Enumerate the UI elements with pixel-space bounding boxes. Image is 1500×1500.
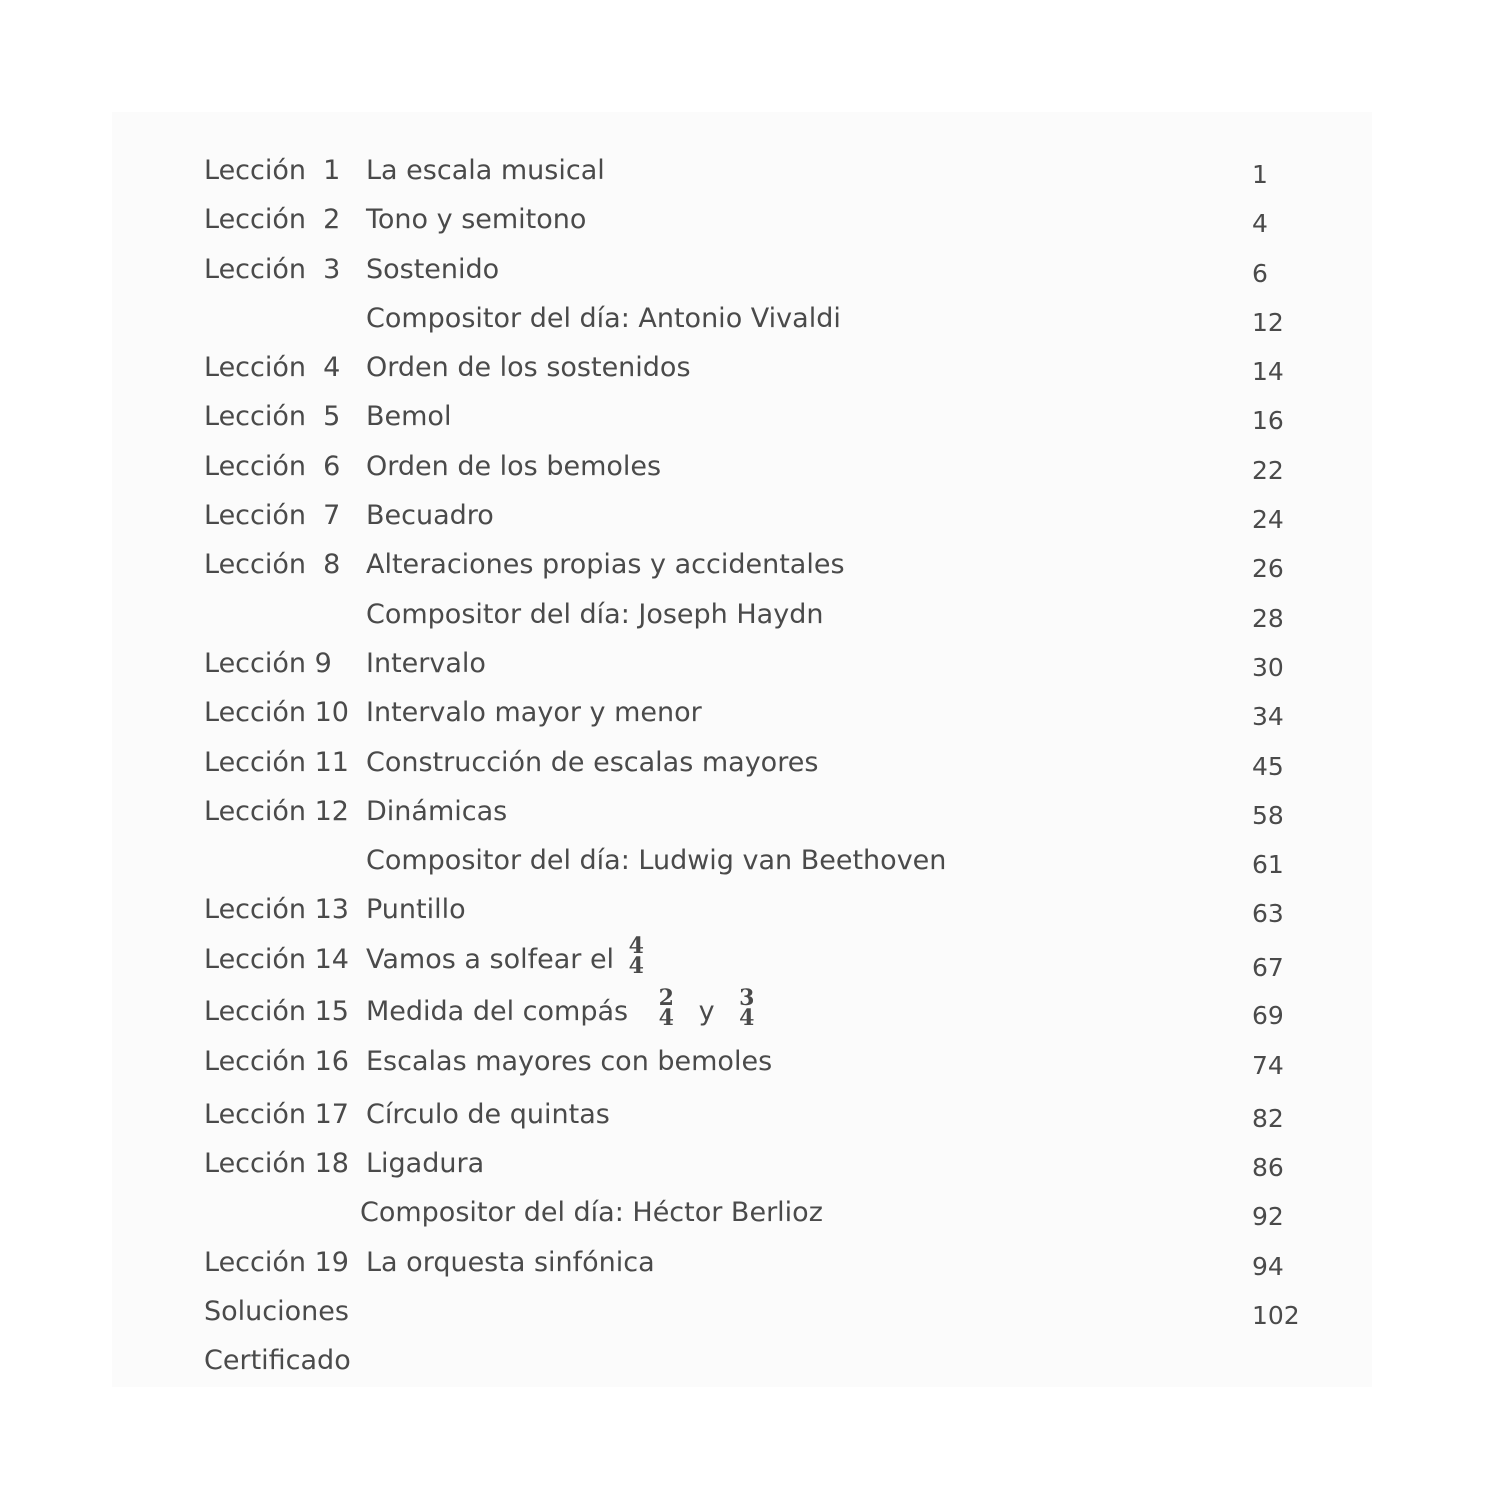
toc-row[interactable]: [204, 987, 1314, 1037]
page-number: 58: [1252, 800, 1284, 830]
lesson-title: Intervalo mayor y menor: [366, 697, 702, 729]
lesson-title: Intervalo: [366, 647, 486, 679]
toc-row[interactable]: [204, 688, 1314, 737]
toc-row[interactable]: [204, 540, 1314, 589]
time-signature-icon: [739, 985, 755, 1032]
toc-row[interactable]: [204, 935, 1314, 987]
time-signature-denominator: 4: [739, 1005, 755, 1032]
page-number: 92: [1252, 1202, 1284, 1232]
toc-row[interactable]: [204, 195, 1314, 244]
time-signature-denominator: 4: [658, 1005, 674, 1032]
toc-row[interactable]: [204, 1037, 1314, 1090]
lesson-title-container: [366, 987, 760, 1036]
lesson-number: Lección 13: [204, 894, 349, 926]
toc-row[interactable]: [204, 491, 1314, 540]
lesson-number: Lección 12: [204, 795, 349, 827]
lesson-title: La orquesta sinfónica: [366, 1246, 655, 1278]
page-number: 74: [1252, 1050, 1284, 1080]
toc-row[interactable]: [204, 738, 1314, 787]
page-number: 86: [1252, 1153, 1284, 1183]
time-signature-icon: [658, 985, 674, 1032]
toc-row-composer[interactable]: [204, 836, 1314, 885]
solutions-label: Soluciones: [204, 1295, 349, 1327]
toc-row[interactable]: [204, 146, 1314, 195]
page-number: 30: [1252, 652, 1284, 682]
toc-row[interactable]: [204, 1139, 1314, 1188]
toc-row-composer[interactable]: [204, 1188, 1314, 1237]
lesson-title: Círculo de quintas: [366, 1098, 610, 1130]
toc-row-composer[interactable]: [204, 294, 1314, 343]
lesson-title: Bemol: [366, 401, 452, 433]
page-number: 94: [1252, 1251, 1284, 1281]
toc-row[interactable]: [204, 1090, 1314, 1139]
lesson-number: Lección 7: [204, 500, 341, 532]
lesson-title: Puntillo: [366, 894, 466, 926]
lesson-number: Lección 6: [204, 450, 341, 482]
toc-row[interactable]: [204, 442, 1314, 491]
lesson-title: Sostenido: [366, 253, 500, 285]
page-number: 24: [1252, 505, 1284, 535]
toc-row[interactable]: [204, 343, 1314, 392]
toc-row[interactable]: [204, 1238, 1314, 1287]
toc-row-composer[interactable]: [204, 590, 1314, 639]
conjunction-text: y: [698, 995, 715, 1027]
time-signature-denominator: 4: [628, 953, 644, 980]
lesson-title: Orden de los bemoles: [366, 450, 662, 482]
page-number: 22: [1252, 455, 1284, 485]
time-signature-numerator: 4: [628, 933, 644, 960]
lesson-number: Lección 10: [204, 697, 349, 729]
time-signature-numerator: 3: [739, 985, 755, 1012]
page-number: 69: [1252, 1000, 1284, 1030]
toc-row[interactable]: [204, 392, 1314, 441]
page-number: 4: [1252, 209, 1268, 239]
lesson-number: Lección 18: [204, 1148, 349, 1180]
toc-row-solutions[interactable]: [204, 1287, 1314, 1336]
time-signature-numerator: 2: [658, 985, 674, 1012]
composer-title: Compositor del día: Héctor Berlioz: [360, 1197, 823, 1229]
lesson-number: Lección 17: [204, 1098, 349, 1130]
page-number: 14: [1252, 357, 1284, 387]
lesson-title: Alteraciones propias y accidentales: [366, 549, 845, 581]
lesson-number: Lección 5: [204, 401, 341, 433]
lesson-title: Tono y semitono: [366, 204, 587, 236]
lesson-number: Lección 15: [204, 995, 349, 1027]
toc-row[interactable]: [204, 639, 1314, 688]
toc-row[interactable]: [204, 885, 1314, 934]
lesson-title: Escalas mayores con bemoles: [366, 1045, 773, 1077]
lesson-number: Lección 19: [204, 1246, 349, 1278]
lesson-title-container: [366, 935, 650, 984]
lesson-number: Lección 3: [204, 253, 341, 285]
lesson-number: Lección 2: [204, 204, 341, 236]
page-number: 45: [1252, 751, 1284, 781]
page-number: 102: [1252, 1300, 1300, 1330]
composer-title: Compositor del día: Antonio Vivaldi: [366, 302, 841, 334]
toc-row[interactable]: [204, 245, 1314, 294]
lesson-title: Orden de los sostenidos: [366, 352, 691, 384]
page-number: 26: [1252, 554, 1284, 584]
page-number: 61: [1252, 850, 1284, 880]
composer-title: Compositor del día: Joseph Haydn: [366, 598, 824, 630]
table-of-contents: [204, 146, 1314, 1386]
lesson-number: Lección 1: [204, 155, 341, 186]
lesson-number: Lección 9: [204, 647, 332, 679]
toc-row-certificate[interactable]: [204, 1336, 1314, 1385]
page-number: 1: [1252, 160, 1268, 189]
page-number: 34: [1252, 702, 1284, 732]
lesson-title: La escala musical: [366, 155, 605, 186]
lesson-title: Construcción de escalas mayores: [366, 746, 819, 778]
page-number: 28: [1252, 603, 1284, 633]
lesson-title: Vamos a solfear el: [366, 943, 615, 975]
page-number: 67: [1252, 952, 1284, 982]
lesson-title: Becuadro: [366, 500, 494, 532]
lesson-number: Lección 8: [204, 549, 341, 581]
lesson-number: Lección 14: [204, 943, 349, 975]
page-number: 82: [1252, 1103, 1284, 1133]
lesson-number: Lección 4: [204, 352, 341, 384]
page-number: 63: [1252, 899, 1284, 929]
time-signature-icon: [628, 933, 644, 980]
composer-title: Compositor del día: Ludwig van Beethoven: [366, 845, 947, 877]
lesson-title: Ligadura: [366, 1148, 485, 1180]
lesson-number: Lección 11: [204, 746, 349, 778]
lesson-title: Medida del compás: [366, 995, 629, 1027]
certificate-label: Certificado: [204, 1345, 351, 1377]
lesson-number: Lección 16: [204, 1045, 349, 1077]
page-number: 16: [1252, 406, 1284, 436]
lesson-title: Dinámicas: [366, 795, 508, 827]
page-number: 12: [1252, 307, 1284, 337]
page-number: 6: [1252, 258, 1268, 288]
toc-row[interactable]: [204, 787, 1314, 836]
